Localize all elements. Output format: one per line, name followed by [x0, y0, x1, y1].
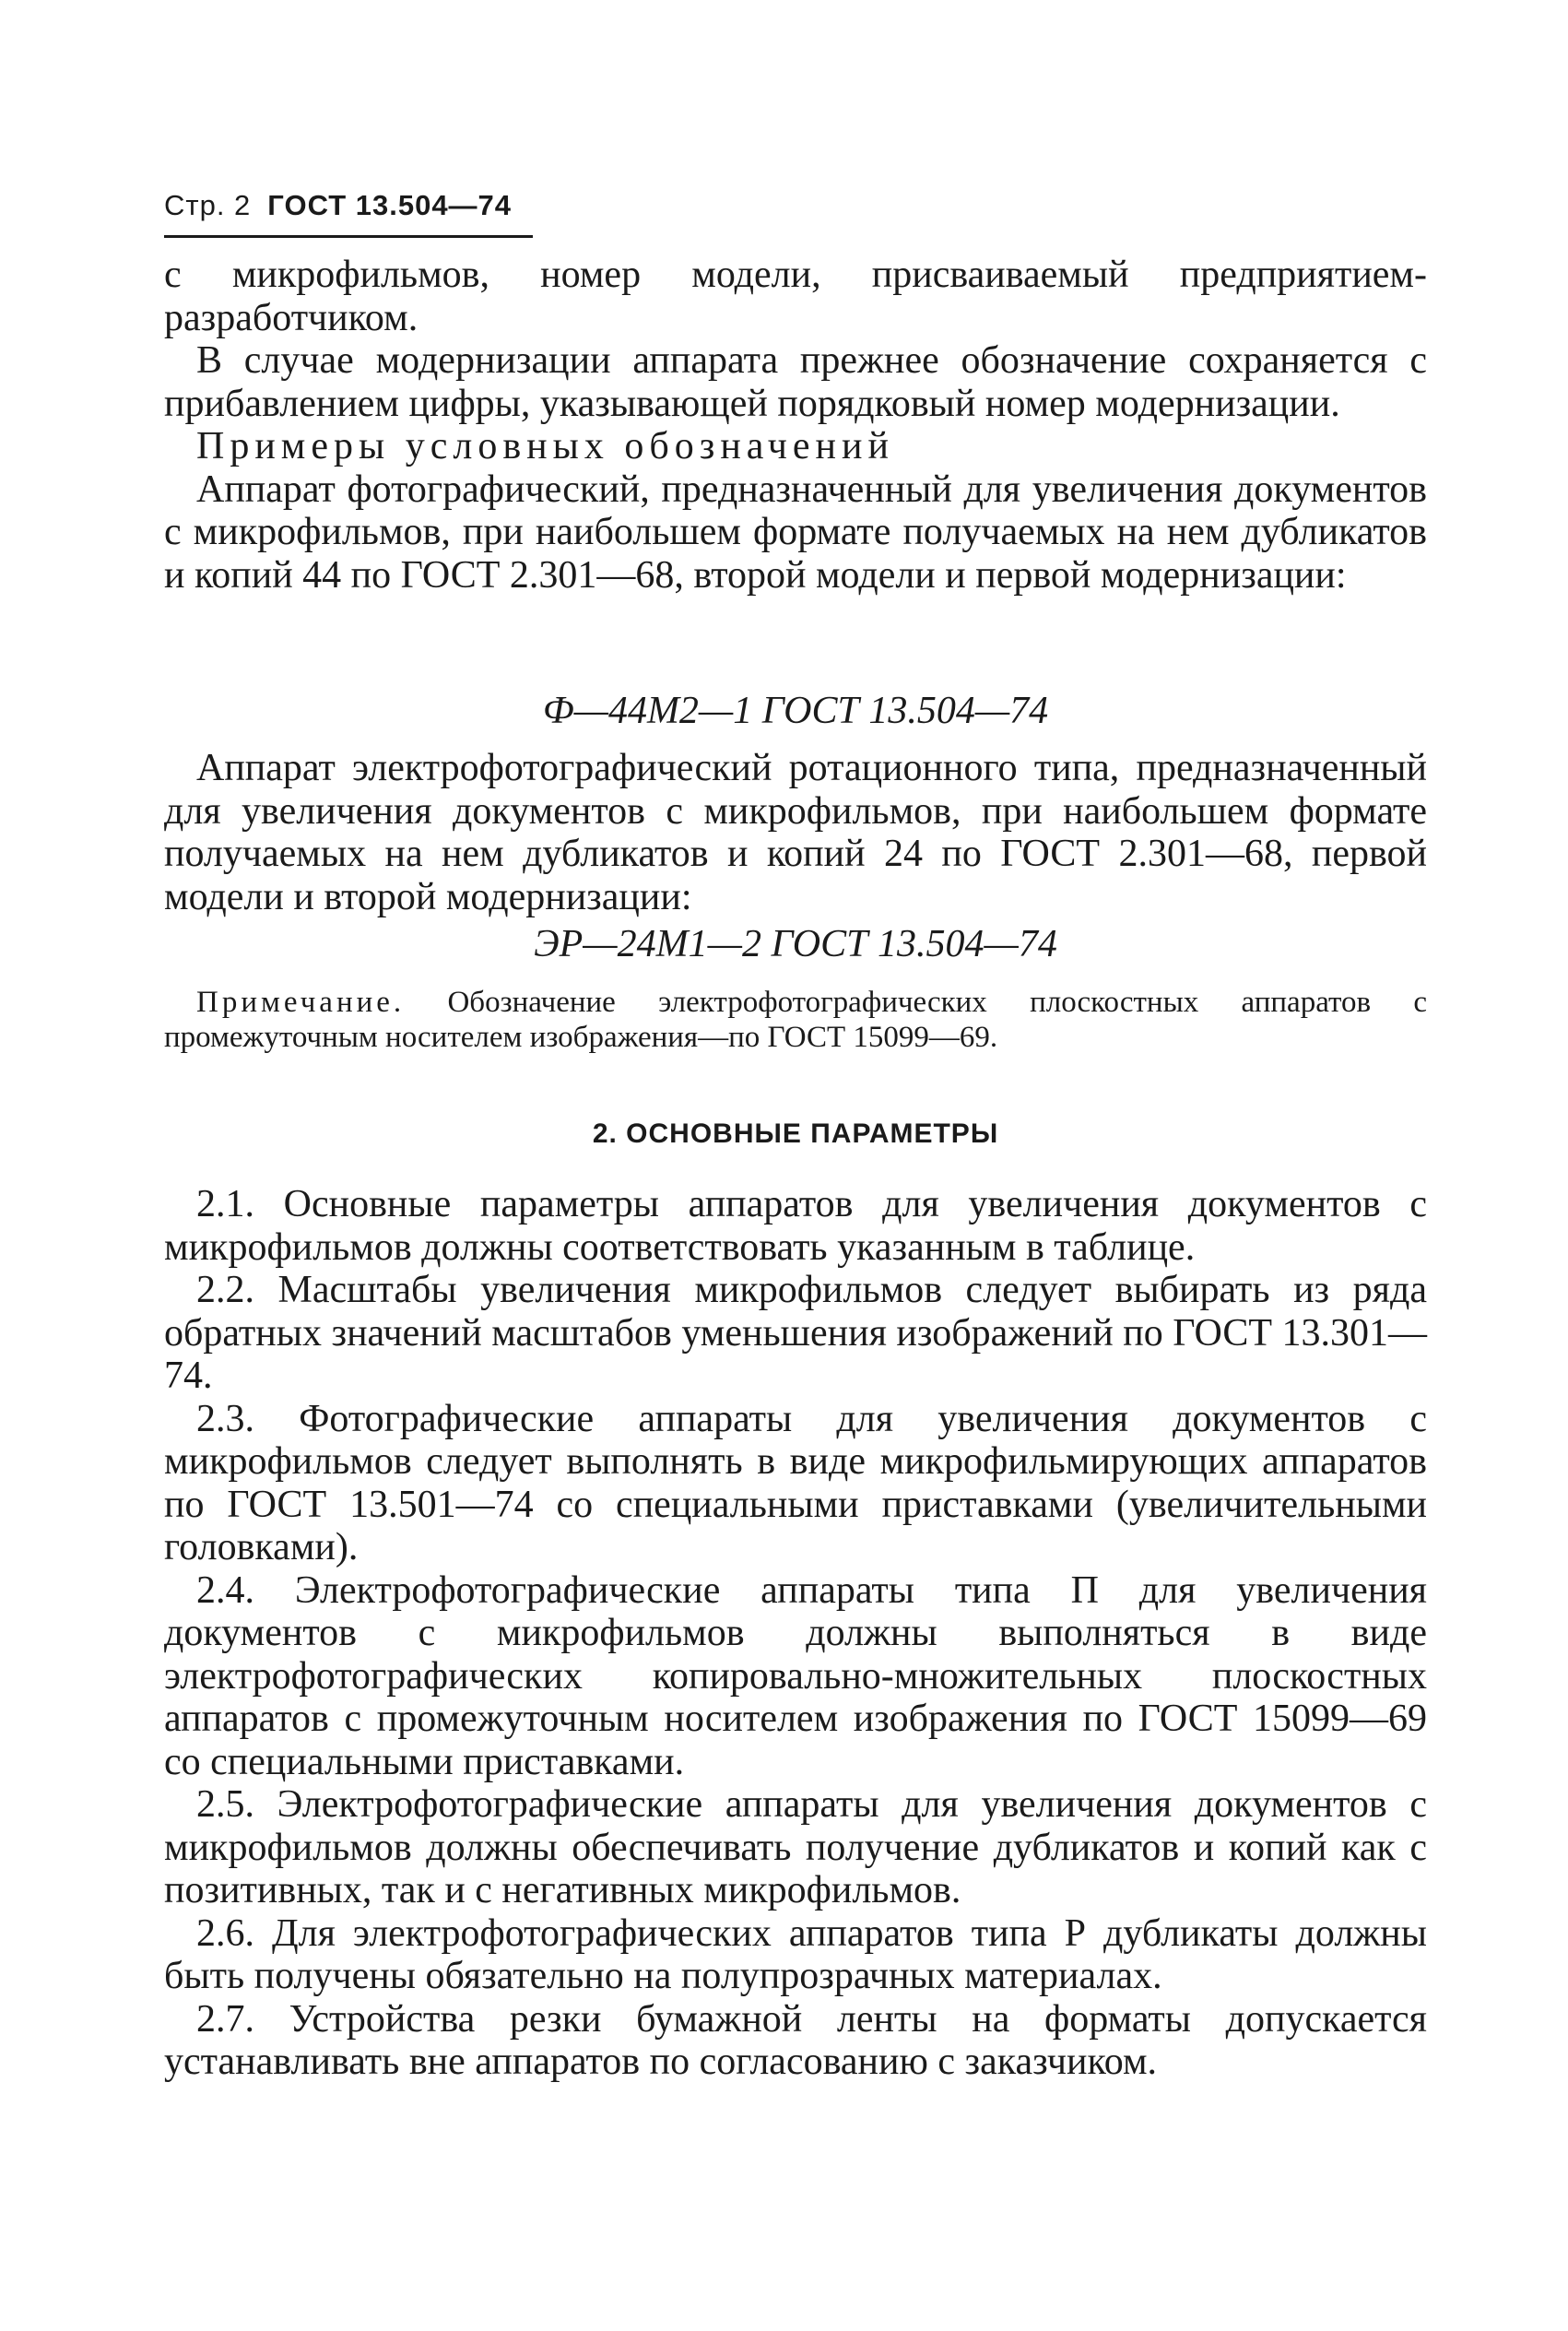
section-item: 2.4. Электрофотографические аппараты типа П для увеличения документов с микрофильмов должны выполняться в виде электрофотографических копировально-множительных плоскостных аппаратов с промежуточным носителем изображения по ГОСТ 15099—69 со специальными приставками.: [164, 1568, 1427, 1783]
formula-2: ЭР—24М1—2 ГОСТ 13.504—74: [534, 923, 1057, 965]
section-item: 2.5. Электрофотографические аппараты для увеличения документов с микрофильмов должны обеспечивать получение дубликатов и копий как с позитивных, так и с негативных микрофильмов.: [164, 1783, 1427, 1911]
section-title: 2. ОСНОВНЫЕ ПАРАМЕТРЫ: [592, 1118, 999, 1149]
section-item: 2.7. Устройства резки бумажной ленты на форматы допускается устанавливать вне аппаратов по согласованию с заказчиком.: [164, 1997, 1427, 2083]
note-paragraph: [164, 985, 1427, 1055]
example-2-block: [164, 747, 1427, 918]
header-rule: [164, 235, 533, 238]
section-items: [164, 1183, 1427, 2084]
standard-number: ГОСТ 13.504—74: [267, 189, 513, 221]
note-label: Примечание.: [196, 986, 406, 1019]
page-header: [164, 189, 512, 222]
note-text: Обозначение электрофотографических плоскостных аппаратов с промежуточным носителем изображения—по ГОСТ 15099—69.: [164, 986, 1428, 1054]
examples-heading: Примеры условных обозначений: [196, 425, 894, 467]
page-label: Стр. 2: [164, 189, 252, 221]
note-block: [164, 985, 1427, 1055]
continuation-paragraph: с микрофильмов, номер модели, присваиваемый предприятием-разработчиком.: [164, 254, 1427, 339]
section-item: 2.1. Основные параметры аппаратов для увеличения документов с микрофильмов должны соответствовать указанным в таблице.: [164, 1183, 1427, 1269]
example-2-paragraph: Аппарат электрофотографический ротационного типа, предназначенный для увеличения документов с микрофильмов, при наибольшем формате получаемых на нем дубликатов и копий 24 по ГОСТ 2.301—68, первой модели и второй модернизации:: [164, 747, 1427, 918]
formula-1: Ф—44М2—1 ГОСТ 13.504—74: [542, 690, 1049, 732]
section-item: 2.6. Для электрофотографических аппаратов типа Р дубликаты должны быть получены обязательно на полупрозрачных материалах.: [164, 1911, 1427, 1997]
section-item: 2.3. Фотографические аппараты для увеличения документов с микрофильмов следует выполнять в виде микрофильмирующих аппаратов по ГОСТ 13.501—74 со специальными приставками (увеличительными головками).: [164, 1397, 1427, 1568]
intro-block: [164, 254, 1427, 597]
section-item: 2.2. Масштабы увеличения микрофильмов следует выбирать из ряда обратных значений масштабов уменьшения изображений по ГОСТ 13.301—74.: [164, 1269, 1427, 1397]
modernization-paragraph: В случае модернизации аппарата прежнее обозначение сохраняется с прибавлением цифры, указывающей порядковый номер модернизации.: [164, 339, 1427, 425]
example-1-paragraph: Аппарат фотографический, предназначенный для увеличения документов с микрофильмов, при наибольшем формате получаемых на нем дубликатов и копий 44 по ГОСТ 2.301—68, второй модели и первой модернизации:: [164, 467, 1427, 597]
